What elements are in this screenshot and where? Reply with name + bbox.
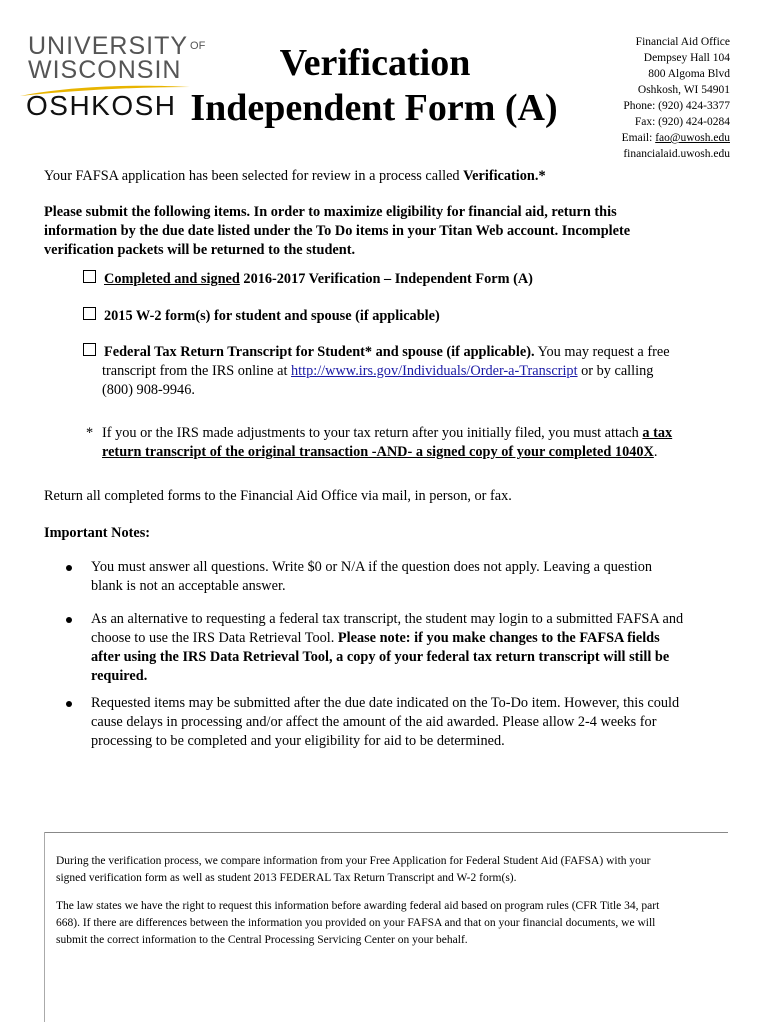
note-1-line2: blank is not an acceptable answer. (91, 578, 286, 594)
instructions-line3: verification packets will be returned to the student. (44, 242, 356, 258)
office-phone: Phone: (920) 424-3377 (623, 100, 730, 112)
office-email-line (560, 130, 730, 146)
footer-left-rule (44, 832, 45, 1022)
logo-university-word: UNIVERSITY (28, 32, 189, 60)
office-name: Financial Aid Office (635, 36, 730, 48)
note-1 (91, 558, 731, 596)
instructions-line1: Please submit the following items. In order to maximize eligibility for financial aid, return this (44, 204, 617, 220)
checklist-item2: 2015 W-2 form(s) for student and spouse (if applicable) (104, 308, 440, 324)
item3-rest: You may request a free (534, 344, 670, 360)
logo-of-word: OF (190, 40, 206, 52)
footer-paragraph-2 (56, 898, 726, 949)
note-2-line1: As an alternative to requesting a federal tax transcript, the student may login to a submitted FAFSA and (91, 611, 684, 627)
footer-p1-line2: signed verification form as well as student 2013 FEDERAL Tax Return Transcript and W-2 form(s). (56, 872, 517, 884)
footer-paragraph-1 (56, 853, 726, 887)
office-address-block (560, 34, 730, 162)
item1-underlined: Completed and signed (104, 271, 240, 287)
intro-text: Your FAFSA application has been selected for review in a process called (44, 168, 464, 184)
note-3 (91, 694, 731, 751)
note-1-line1: You must answer all questions. Write $0 or N/A if the question does not apply. Leaving a question (91, 559, 653, 575)
item3-line2-post: or by calling (577, 363, 654, 379)
note-2-line2 (91, 629, 731, 648)
note-2-line4: required. (91, 668, 148, 684)
logo-university-text (28, 34, 205, 58)
logo-wisconsin-text: WISCONSIN (28, 56, 182, 84)
instructions-paragraph (44, 203, 734, 260)
footnote-bold2: return transcript of the original transaction -AND- a signed copy of your completed 1040X (102, 444, 654, 460)
return-instructions: Return all completed forms to the Financial Aid Office via mail, in person, or fax. (44, 488, 512, 504)
note-2-line2-plain: choose to use the IRS Data Retrieval Tool. (91, 630, 338, 646)
footer-p2-line1: The law states we have the right to request this information before awarding federal aid based on program rules (CFR Title 34, part (56, 900, 660, 912)
important-notes-heading: Important Notes: (44, 525, 151, 541)
note-2-line3: after using the IRS Data Retrieval Tool, a copy of your federal tax return transcript will still be (91, 649, 670, 665)
bullet-icon (66, 617, 72, 623)
form-title-line2: Independent Form (A) (190, 87, 558, 129)
footnote-bold1: a tax (642, 425, 673, 441)
bullet-icon (66, 565, 72, 571)
office-building: Dempsey Hall 104 (643, 52, 730, 64)
footer-p2-line2: 668). If there are differences between the information you provided on your FAFSA and that on your financial documents, we will (56, 917, 656, 929)
footnote-text: If you or the IRS made adjustments to your tax return after you initially filed, you must attach (102, 425, 643, 441)
footnote-end: . (653, 444, 658, 460)
note-2-line2-bold: Please note: if you make changes to the FAFSA fields (337, 630, 660, 646)
office-fax: Fax: (920) 424-0284 (634, 116, 730, 128)
item1-rest: 2016-2017 Verification – Independent Form (A) (239, 271, 533, 287)
intro-bold: Verification.* (463, 168, 546, 184)
item3-line2-pre: transcript from the IRS online at (102, 363, 291, 379)
office-email-label: Email: (621, 132, 656, 144)
office-street: 800 Algoma Blvd (648, 68, 730, 80)
note-3-line1: Requested items may be submitted after the due date indicated on the To-Do item. However, this could (91, 695, 680, 711)
office-website: financialaid.uwosh.edu (623, 148, 730, 160)
logo-oshkosh-text: OSHKOSH (26, 90, 177, 121)
bullet-icon (66, 701, 72, 707)
checkbox-item2[interactable] (83, 307, 96, 320)
checkbox-item3[interactable] (83, 343, 96, 356)
note-3-line2: cause delays in processing and/or affect the amount of the aid awarded. Please allow 2-4 weeks for (91, 714, 657, 730)
footer-p2-line3: submit the correct information to the Central Processing Servicing Center on your behalf. (56, 934, 468, 946)
form-title-line1: Verification (279, 42, 471, 84)
item3-bold: Federal Tax Return Transcript for Student* and spouse (if applicable). (104, 344, 535, 360)
footnote-line1 (102, 424, 732, 443)
footer-divider (44, 832, 728, 833)
footnote-line2 (102, 443, 732, 462)
office-email-link[interactable]: fao@uwosh.edu (655, 132, 730, 144)
note-2 (91, 610, 731, 686)
instructions-line2: information by the due date listed under the To Do items in your Titan Web account. Incomplete (44, 223, 631, 239)
irs-transcript-link[interactable]: http://www.irs.gov/Individuals/Order-a-Transcript (291, 363, 578, 379)
intro-paragraph (44, 167, 734, 186)
note-3-line3: processing to be completed and your eligibility for aid to be determined. (91, 733, 505, 749)
footer-p1-line1: During the verification process, we compare information from your Free Application for Federal Student Aid (FAFSA) with your (56, 855, 651, 867)
footnote-star: * (86, 425, 94, 441)
checklist-item3 (104, 343, 734, 362)
checklist-item1 (104, 270, 533, 289)
checkbox-item1[interactable] (83, 270, 96, 283)
item3-phone: (800) 908-9946. (102, 382, 195, 398)
checklist-item3-line2 (102, 362, 732, 381)
office-city: Oshkosh, WI 54901 (637, 84, 730, 96)
